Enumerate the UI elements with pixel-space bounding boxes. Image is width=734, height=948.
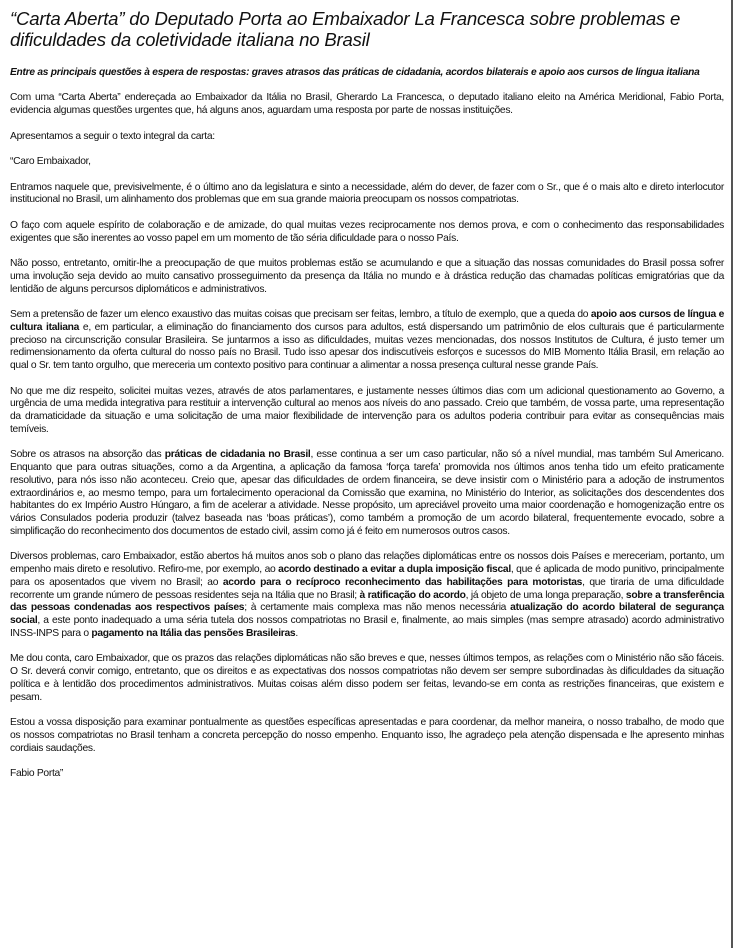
text-run: Diversos problemas, caro Embaixador, estão abertos há muitos anos sob o plano das relações diplomáticas entre os nossos dois Países e mereceriam, portanto, um empenho mais direto e resolutivo. Refiro-me, por exemplo, ao — [10, 551, 724, 575]
paragraph-spacer — [10, 539, 724, 552]
paragraph — [10, 386, 724, 437]
text-run: Estou a vossa disposição para examinar pontualmente as questões específicas apresentadas e para coordenar, da melhor maneira, o nosso trabalho, de modo que os nossos compatriotas no Brasil tenham a concreta percepção do nosso empenho. Enquanto isso, lhe agradeço pela atenção dispensada e lhe apresento minhas cordiais saudações. — [10, 717, 724, 754]
paragraph-spacer — [10, 118, 724, 131]
bold-text: atualização do acordo bilateral de segurança social — [10, 602, 724, 626]
paragraph — [10, 449, 724, 538]
bold-text: apoio aos cursos de língua e cultura italiana — [10, 309, 724, 333]
bold-text: à ratificação do acordo — [359, 589, 466, 601]
paragraph-spacer — [10, 704, 724, 717]
text-run: Apresentamos a seguir o texto integral da carta: — [10, 130, 215, 142]
text-run: Não posso, entretanto, omitir-lhe a preocupação de que muitos problemas estão se acumulando e que a situação das nossas comunidades do Brasil possa sofrer uma involução seja devido ao muito cansativo prosseguimento da presença da Itália no mundo e à drástica redução das chamadas políticas emigratórias que da lentidão de alguns percursos diplomáticos e administrativos. — [10, 258, 724, 295]
right-border-line — [731, 0, 733, 948]
text-run: Sem a pretensão de fazer um elenco exaustivo das muitas coisas que precisam ser feitas, lembro, a título de exemplo, que a queda do — [10, 309, 591, 320]
paragraph — [10, 182, 724, 208]
text-run: Com uma “Carta Aberta” endereçada ao Embaixador da Itália no Brasil, Gherardo La Francesca, o deputado italiano eleito na América Meridional, Fabio Porta, evidencia algumas questões urgentes que, há alguns anos, aguardam uma resposta por parte de nossas instituições. — [10, 92, 724, 116]
paragraph-spacer — [10, 80, 724, 93]
paragraph — [10, 309, 724, 373]
paragraph-spacer — [10, 437, 724, 450]
paragraph — [10, 717, 724, 755]
bold-text: práticas de cidadania no Brasil — [164, 449, 311, 461]
paragraph-spacer — [10, 641, 724, 654]
article-body — [10, 80, 724, 781]
paragraph — [10, 131, 724, 144]
article-subtitle: Entre as principais questões à espera de respostas: graves atrasos das práticas de cidadania, acordos bilaterais e apoio aos cursos de língua italiana — [10, 67, 700, 78]
text-run: , a este ponto inadequado a uma séria tutela dos nossos compatriotas no Brasil e, finalmente, ao mais simples (mas sempre atrasado) acordo administrativo INSS-INPS para o — [10, 615, 724, 639]
paragraph-spacer — [10, 296, 724, 309]
paragraph-spacer — [10, 245, 724, 258]
text-run: . — [295, 627, 298, 639]
paragraph-spacer — [10, 169, 724, 182]
paragraph — [10, 551, 724, 640]
text-run: No que me diz respeito, solicitei muitas vezes, através de atos parlamentares, e justamente nesses últimos dias com um adicional questionamento ao Governo, a urgência de uma medida integrativa para restituir a intervenção cultural ao menos aos níveis do ano passado. Creio que também, de vossa parte, uma representação da dramaticidade da situação e uma solicitação de uma maior flexibilidade de intervenção para os adultos poderia contribuir para evitar as consequências mais temíveis. — [10, 385, 724, 435]
paragraph — [10, 768, 724, 781]
text-run: , esse continua a ser um caso particular, não só a nível mundial, mas também Sul Americano. Enquanto que para outras situações, como a da Argentina, a aplicação da famosa ‘força tarefa’ promovida nos últimos anos tenha tido um efeito praticamente resolutivo, para nós isso não aconteceu. Creio que, apesar das dificuldades de ordem financeira, se deve insistir com o Ministério para a adoção de instrumentos extraordinários e, ao mesmo tempo, para um fortalecimento operacional da Comissão que examina, no Ministério do Interior, as solicitações dos descendentes dos habitantes do ex Império Austro Húngaro, a fim de acelerar a atividade. Nesse propósito, um apreciável proveito uma maior coordenação e homogenização entre os vários Consulados poderia produzir (talvez baseada nas ‘boas práticas’), como também a promoção de um acordo bilateral, frequentemente evocado, sobre a simplificação do reconhecimento dos documentos de estado civil, assim como já é feito em numerosos outros casos. — [10, 449, 724, 537]
text-run: Sobre os atrasos na absorção das — [10, 449, 165, 461]
text-run: “Caro Embaixador, — [10, 156, 91, 167]
article-title: “Carta Aberta” do Deputado Porta ao Embaixador La Francesca sobre problemas e dificuldades da coletividade italiana no Brasil — [10, 8, 681, 50]
paragraph-spacer — [10, 755, 724, 768]
text-run: e, em particular, a eliminação do financiamento dos cursos para adultos, está dispersando um patrimônio de elos culturais que é particularmente precioso na circunscrição consular Brasileira. Se juntarmos a isso as dificuldades, muitas vezes mencionadas, dos nossos Institutos de Cultura, é justo temer um redimensionamento da oferta cultural do nosso país no Brasil. Tudo isso apesar dos indiscutíveis esforços e sucessos do MIB Momento Itália Brasil, em relação ao qual o Sr. tem tanto orgulho, que mereceria um contexto positivo para continuar a alimentar a nossa presença cultural nesse grande País. — [10, 321, 724, 371]
paragraph — [10, 258, 724, 296]
bold-text: sobre a transferência das pessoas condenadas aos respectivos países — [10, 589, 725, 614]
text-run: , que é aplicada de modo punitivo, principalmente para os aposentados que vivem no Brasil; ao — [10, 564, 724, 588]
text-run: , que tiraria de uma dificuldade recorrente um grande número de pessoas residentes seja na Itália que no Brasil; — [10, 576, 724, 601]
paragraph-spacer — [10, 373, 724, 386]
text-run: Me dou conta, caro Embaixador, que os prazos das relações diplomáticas não são breves e que, nesses últimos tempos, as relações com o Ministério não são fáceis. O Sr. deverá convir comigo, entretanto, que os direitos e as expectativas dos nossos compatriotas não devem ser sempre subordinadas às dificuldades da situação política e à lentidão dos procedimentos administrativos. Muitas coisas além disso podem ser feitas, levando-se em conta as restrições financeiras, que existem e pesam. — [10, 653, 724, 703]
paragraph-spacer — [10, 143, 724, 156]
bold-text: pagamento na Itália das pensões Brasileiras — [91, 627, 296, 639]
paragraph — [10, 653, 724, 704]
paragraph — [10, 220, 724, 246]
text-run: Fabio Porta” — [10, 768, 64, 779]
paragraph — [10, 156, 724, 169]
text-run: O faço com aquele espírito de colaboração e de amizade, do qual muitas vezes reciprocamente nos demos prova, e com o conhecimento das responsabilidades exigentes que são inerentes ao vosso papel em um momento de tão séria dificuldade para o nosso País. — [10, 219, 724, 244]
bold-text: acordo para o recíproco reconhecimento das habilitações para motoristas — [222, 576, 583, 588]
paragraph-spacer — [10, 207, 724, 220]
text-run: ; à certamente mais complexa mas não menos necessária — [244, 602, 511, 614]
paragraph — [10, 92, 724, 118]
bold-text: acordo destinado a evitar a dupla imposição fiscal — [278, 564, 511, 575]
text-run: , já objeto de uma longa preparação, — [465, 589, 626, 601]
text-run: Entramos naquele que, previsivelmente, é o último ano da legislatura e sinto a necessidade, além do dever, de fazer com o Sr., que é o mais alto e direto interlocutor institucional no Brasil, um alinhamento dos problemas que em sua grande maioria preocupam os nossos compatriotas. — [10, 181, 724, 206]
